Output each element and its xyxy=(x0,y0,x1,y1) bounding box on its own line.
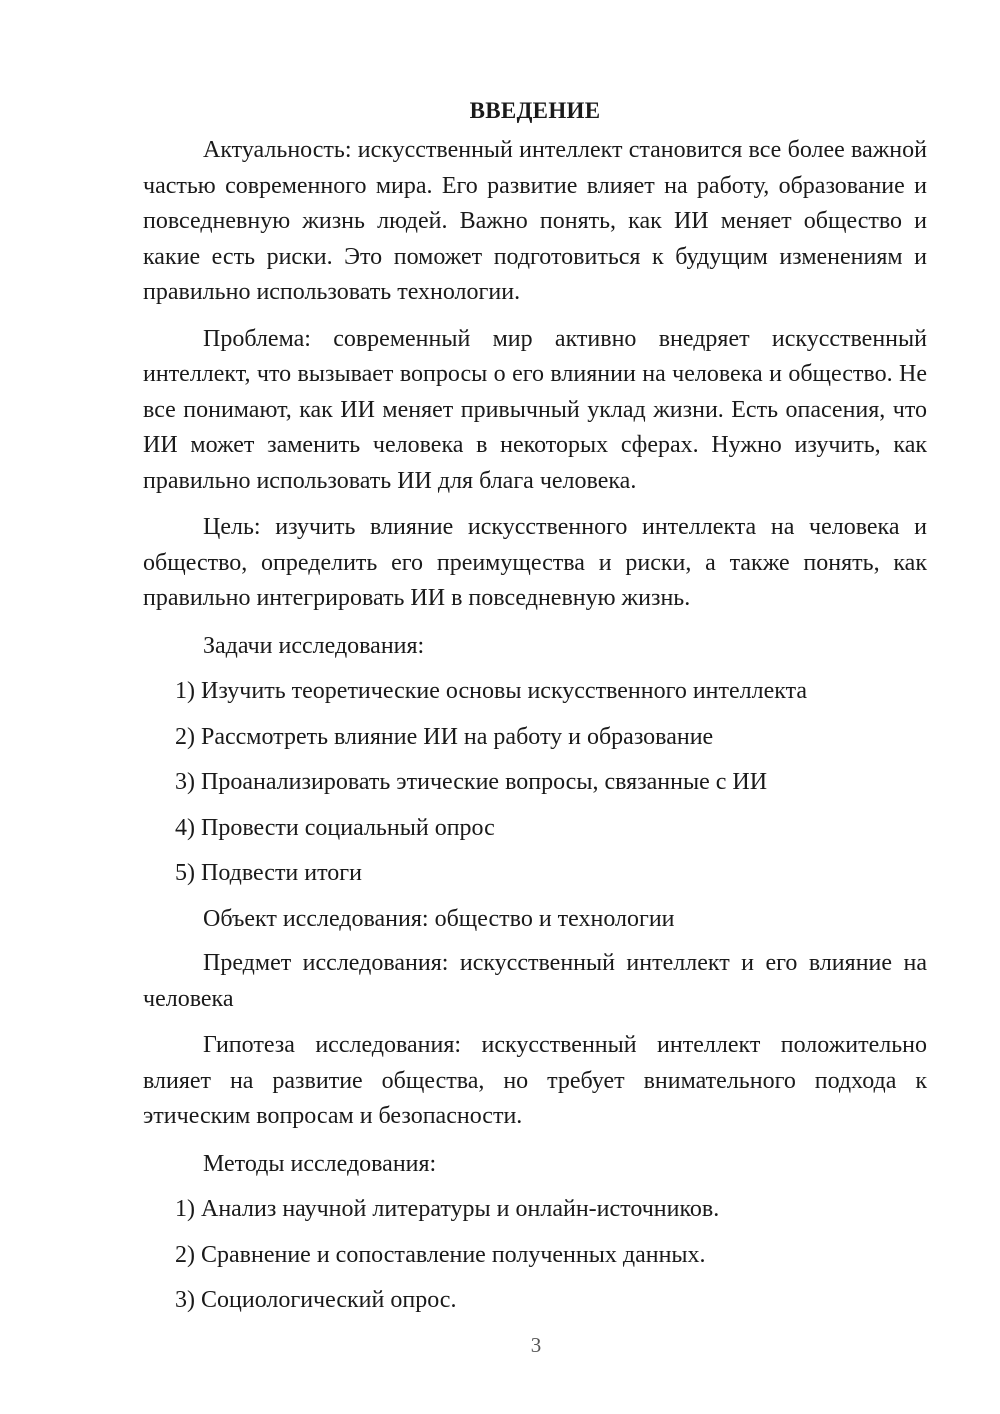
goal-paragraph: Цель: изучить влияние искусственного интеллекта на человека и общество, определить его преимущества и риски, а также понять, как правильно интегрировать ИИ в повседневную жизнь. xyxy=(143,514,927,611)
page-number: 3 xyxy=(530,1333,542,1357)
method-item: 3) Социологический опрос. xyxy=(175,1287,457,1313)
page-content xyxy=(143,93,927,1328)
task-item: 1) Изучить теоретические основы искусственного интеллекта xyxy=(175,678,808,704)
object-paragraph: Объект исследования: общество и технологии xyxy=(203,905,675,932)
tasks-list xyxy=(143,673,927,891)
subject-paragraph: Предмет исследования: искусственный интеллект и его влияние на человека xyxy=(143,950,927,1012)
method-item: 2) Сравнение и сопоставление полученных данных. xyxy=(175,1241,706,1268)
tasks-heading: Задачи исследования: xyxy=(203,632,425,659)
page-title: ВВЕДЕНИЕ xyxy=(469,98,601,123)
hypothesis-paragraph: Гипотеза исследования: искусственный интеллект положительно влияет на развитие общества, но требует внимательного подхода к этическим вопросам и безопасности. xyxy=(143,1032,927,1129)
methods-heading: Методы исследования: xyxy=(203,1150,437,1177)
methods-list xyxy=(143,1191,927,1318)
method-item: 1) Анализ научной литературы и онлайн-источников. xyxy=(175,1196,720,1222)
problem-paragraph: Проблема: современный мир активно внедряет искусственный интеллект, что вызывает вопросы о его влиянии на человека и общество. Не все понимают, как ИИ меняет привычный уклад жизни. Есть опасения, что ИИ может заменить человека в некоторых сферах. Нужно изучить, как правильно использовать ИИ для блага человека. xyxy=(143,325,927,494)
relevance-paragraph: Актуальность: искусственный интеллект становится все более важной частью современного мира. Его развитие влияет на работу, образование и повседневную жизнь людей. Важно понять, как ИИ меняет общество и какие есть риски. Это поможет подготовиться к будущим изменениям и правильно использовать технологии. xyxy=(143,137,927,305)
task-item: 4) Провести социальный опрос xyxy=(175,814,495,841)
task-item: 5) Подвести итоги xyxy=(175,860,362,886)
task-item: 2) Рассмотреть влияние ИИ на работу и образование xyxy=(175,723,714,750)
task-item: 3) Проанализировать этические вопросы, связанные с ИИ xyxy=(175,769,768,795)
